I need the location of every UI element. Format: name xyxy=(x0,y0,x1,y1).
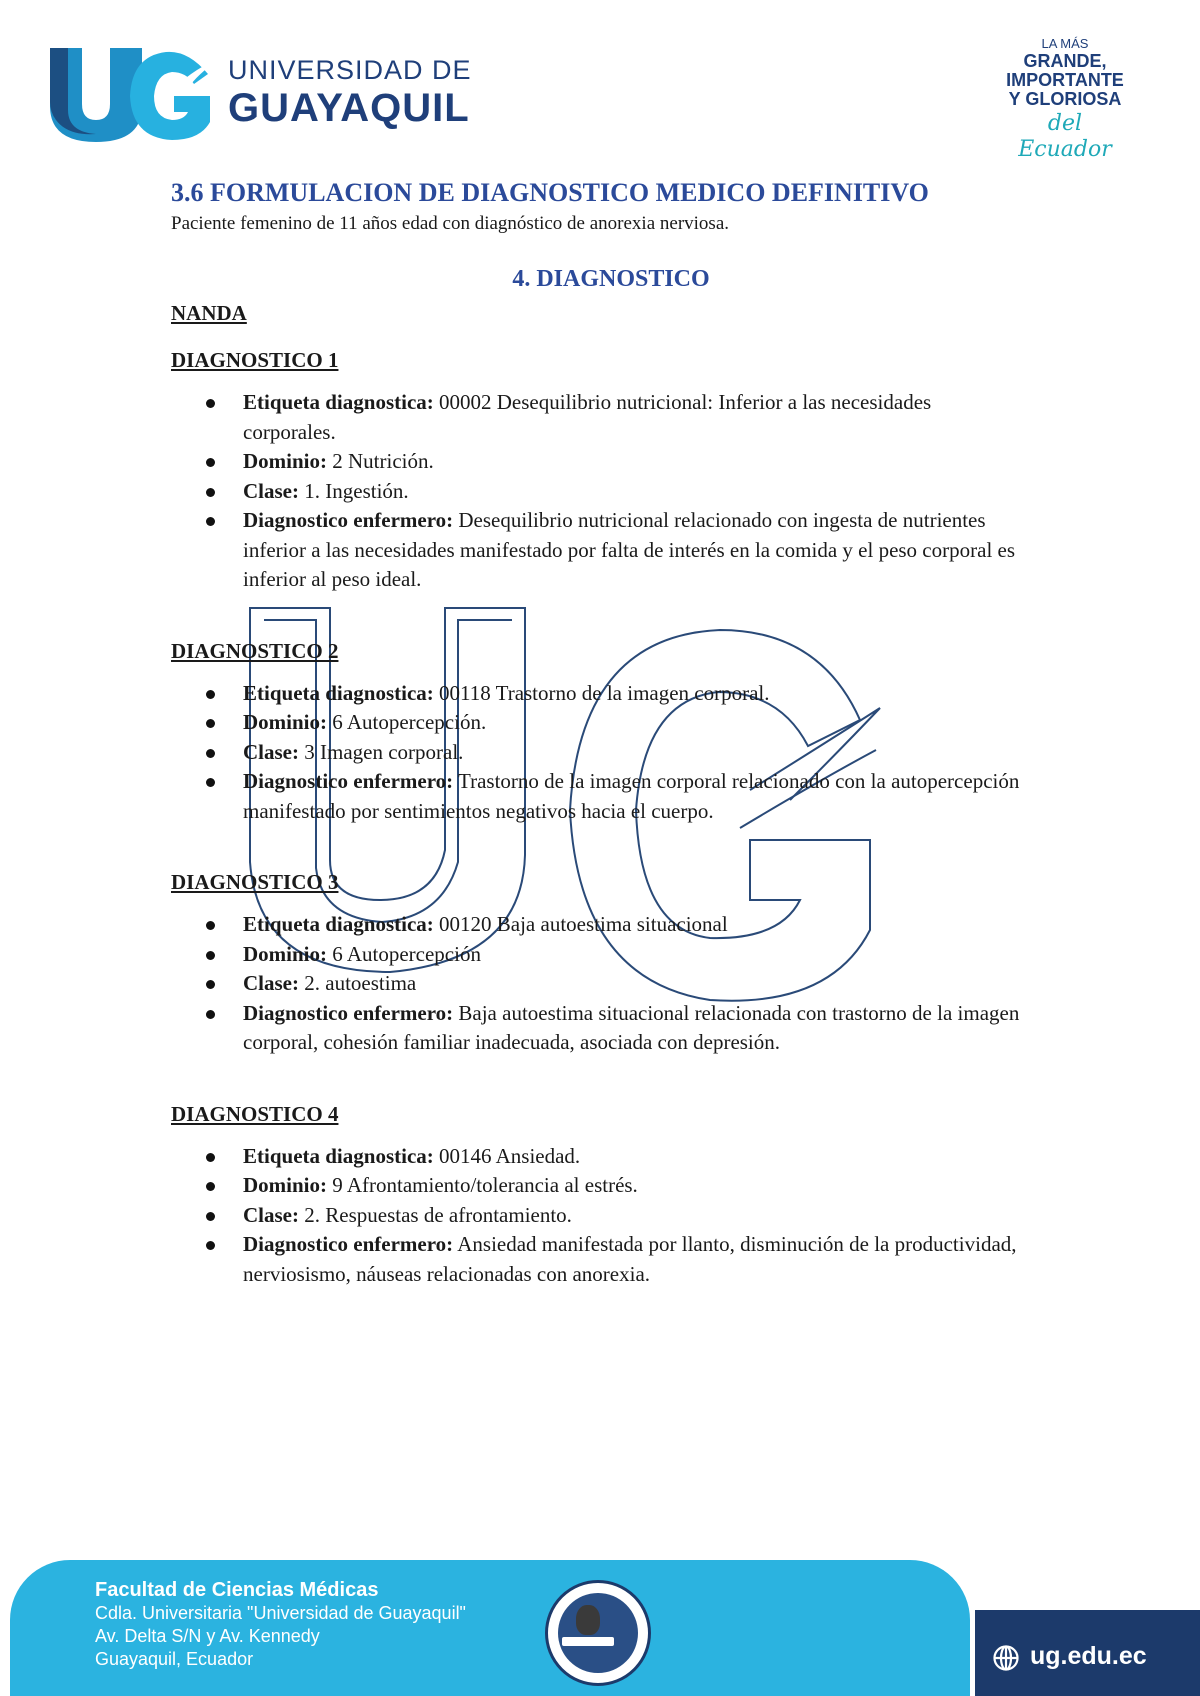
item-text: 00002 Desequilibrio nutricional: Inferior a las necesidades corporales. xyxy=(243,390,932,444)
slogan-line4: Y GLORIOSA xyxy=(1008,89,1122,109)
university-logo xyxy=(48,44,478,144)
slogan-line5: del Ecuador xyxy=(1018,111,1112,162)
item-label: Dominio: xyxy=(243,449,327,473)
slogan xyxy=(1000,36,1130,163)
slogan-line1: LA MÁS xyxy=(1041,36,1089,51)
footer-address xyxy=(95,1578,466,1671)
item-label: Dominio: xyxy=(243,941,327,966)
list-item xyxy=(243,506,1051,595)
section-title: 3.6 FORMULACION DE DIAGNOSTICO MEDICO DEFINITIVO xyxy=(171,178,929,207)
diagnosis-title: DIAGNOSTICO 2 xyxy=(171,638,339,663)
slogan-line2: GRANDE, xyxy=(1023,51,1107,71)
list-item xyxy=(243,447,1051,477)
list-item xyxy=(243,1201,1051,1231)
document-body xyxy=(171,176,1051,1289)
item-label: Dominio: xyxy=(243,1173,327,1197)
list-item xyxy=(243,999,1051,1058)
diagnosis-block xyxy=(171,346,1051,595)
website-text: ug.edu.ec xyxy=(1030,1642,1147,1670)
ug-logo-icon xyxy=(48,44,218,144)
diagnosis-heading: 4. DIAGNOSTICO xyxy=(512,266,710,292)
item-text: 2 Nutrición. xyxy=(327,449,434,473)
list-item xyxy=(243,910,1051,940)
list-item xyxy=(243,679,1051,709)
nanda-label: NANDA xyxy=(171,301,247,325)
item-label: Clase: xyxy=(243,1202,299,1227)
website-link[interactable] xyxy=(1030,1642,1147,1671)
item-label: Diagnostico enfermero: xyxy=(243,769,454,793)
item-label: Clase: xyxy=(243,478,299,503)
list-item xyxy=(243,1142,1051,1172)
item-label: Clase: xyxy=(243,739,299,764)
item-label: Dominio: xyxy=(243,710,327,734)
item-label: Diagnostico enfermero: xyxy=(243,1232,454,1256)
slogan-line3: IMPORTANTE xyxy=(1006,70,1124,90)
diagnosis-title: DIAGNOSTICO 3 xyxy=(171,870,339,894)
item-text: 3 Imagen corporal. xyxy=(299,739,464,764)
list-item xyxy=(243,388,1051,447)
list-item xyxy=(243,708,1051,738)
item-text: 00146 Ansiedad. xyxy=(433,1143,581,1168)
list-item xyxy=(243,767,1051,826)
address-line1: Cdla. Universitaria "Universidad de Guayaquil" xyxy=(95,1603,466,1623)
item-text: 2. autoestima xyxy=(299,971,417,995)
list-item xyxy=(243,969,1051,999)
item-text: 6 Autopercepción xyxy=(327,941,481,966)
globe-icon xyxy=(992,1644,1020,1672)
list-item xyxy=(243,1230,1051,1289)
item-label: Etiqueta diagnostica: xyxy=(243,912,434,936)
faculty-seal-icon xyxy=(545,1580,651,1686)
address-line3: Guayaquil, Ecuador xyxy=(95,1649,254,1669)
item-text: 9 Afrontamiento/tolerancia al estrés. xyxy=(327,1173,638,1197)
item-label: Etiqueta diagnostica: xyxy=(243,680,434,705)
item-text: 00120 Baja autoestima situacional xyxy=(433,912,728,936)
intro-text: Paciente femenino de 11 años edad con diagnóstico de anorexia nerviosa. xyxy=(171,213,730,234)
diagnosis-title: DIAGNOSTICO 4 xyxy=(171,1101,339,1126)
university-name-line1: UNIVERSIDAD DE xyxy=(228,55,472,85)
diagnosis-block xyxy=(171,1100,1051,1290)
item-text: 1. Ingestión. xyxy=(299,478,409,503)
item-label: Diagnostico enfermero: xyxy=(243,508,454,532)
university-name-line2: GUAYAQUIL xyxy=(228,86,470,130)
item-text: Ansiedad manifestada por llanto, disminución de la productividad, nerviosismo, náuseas relacionadas con anorexia. xyxy=(243,1232,1017,1286)
item-text: 00118 Trastorno de la imagen corporal. xyxy=(433,680,770,705)
item-text: Trastorno de la imagen corporal relacionado con la autopercepción manifestado por sentimientos negativos hacia el cuerpo. xyxy=(243,769,1020,823)
item-text: 6 Autopercepción. xyxy=(327,710,487,734)
item-label: Etiqueta diagnostica: xyxy=(243,1143,434,1168)
page-footer xyxy=(0,1560,1200,1696)
list-item xyxy=(243,738,1051,768)
list-item xyxy=(243,1171,1051,1201)
item-label: Clase: xyxy=(243,971,299,995)
item-text: Desequilibrio nutricional relacionado con ingesta de nutrientes inferior a las necesidades manifestado por falta de interés en la comida y el peso corporal es inferior al peso ideal. xyxy=(243,508,1016,591)
list-item xyxy=(243,477,1051,507)
diagnosis-block xyxy=(171,868,1051,1058)
diagnosis-block xyxy=(171,637,1051,827)
item-text: 2. Respuestas de afrontamiento. xyxy=(299,1202,572,1227)
item-label: Diagnostico enfermero: xyxy=(243,1000,454,1025)
diagnosis-title: DIAGNOSTICO 1 xyxy=(171,348,339,372)
item-label: Etiqueta diagnostica: xyxy=(243,390,434,414)
faculty-name: Facultad de Ciencias Médicas xyxy=(95,1579,379,1601)
address-line2: Av. Delta S/N y Av. Kennedy xyxy=(95,1626,320,1646)
list-item xyxy=(243,940,1051,970)
item-text: Baja autoestima situacional relacionada con trastorno de la imagen corporal, cohesión familiar inadecuada, asociada con depresión. xyxy=(243,1000,1020,1054)
